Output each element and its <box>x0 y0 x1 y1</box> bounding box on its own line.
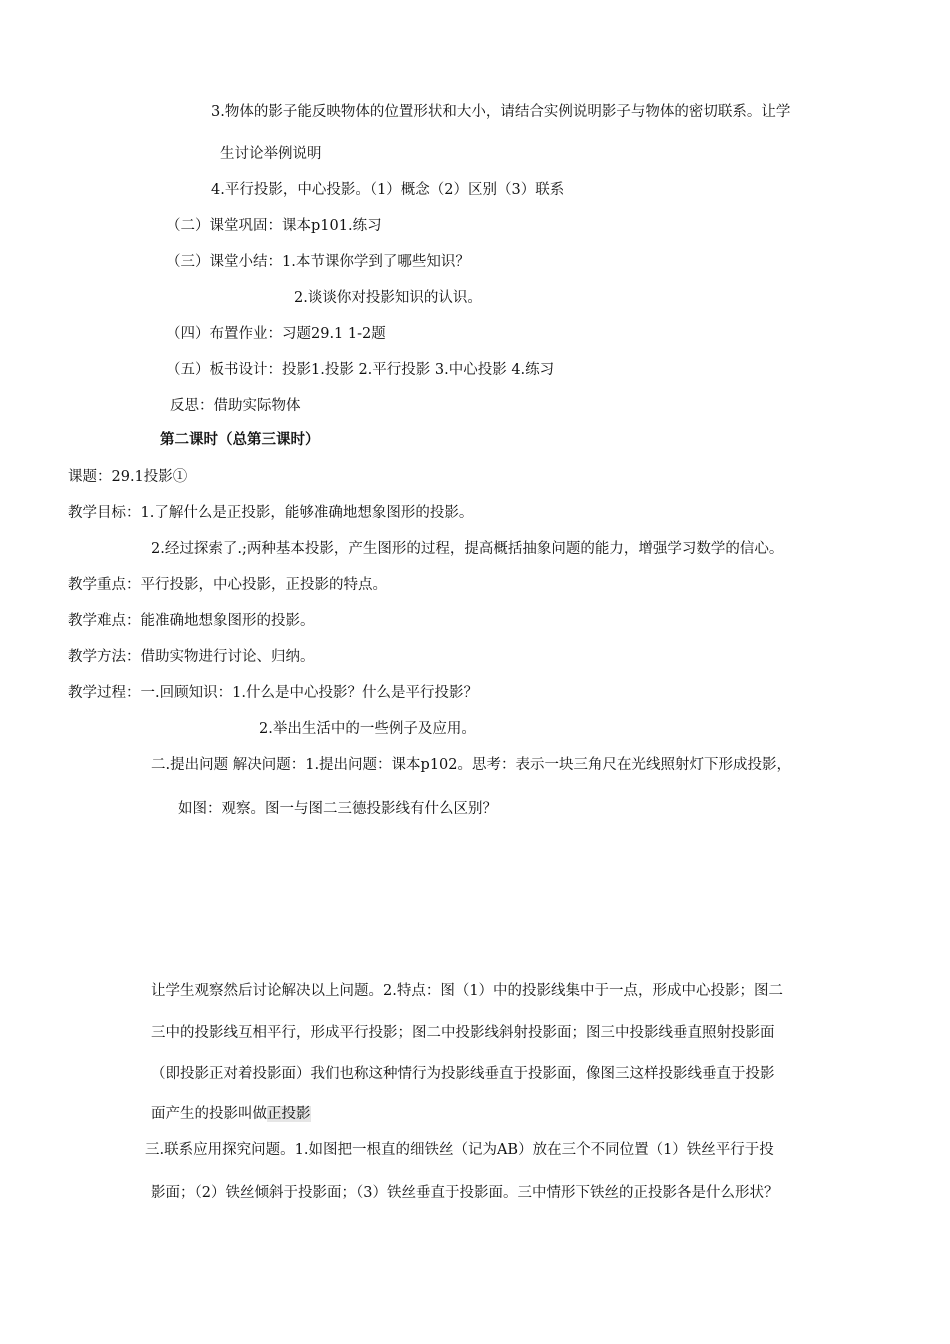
text-line: 教学目标：1.了解什么是正投影，能够准确地想象图形的投影。 <box>68 505 474 521</box>
text-line: （二）课堂巩固：课本p101.练习 <box>166 218 382 234</box>
text-line <box>151 1104 311 1124</box>
text-line: 教学难点：能准确地想象图形的投影。 <box>68 613 315 629</box>
text-segment: 面产生的投影叫做 <box>151 1106 267 1122</box>
text-line: 教学过程：一.回顾知识：1.什么是中心投影？什么是平行投影？ <box>68 685 478 701</box>
text-line: 4.平行投影，中心投影。（1）概念（2）区别（3）联系 <box>211 182 565 198</box>
text-line: 2.谈谈你对投影知识的认识。 <box>294 290 482 306</box>
text-line: 让学生观察然后讨论解决以上问题。2.特点：图（1）中的投影线集中于一点，形成中心投影；图二 <box>151 983 784 999</box>
text-line: （五）板书设计：投影1.投影 2.平行投影 3.中心投影 4.练习 <box>166 362 555 378</box>
text-line: 二.提出问题 解决问题：1.提出问题：课本p102。思考：表示一块三角尺在光线照射灯下形成投影， <box>151 757 792 773</box>
text-line: （四）布置作业：习题29.1 1-2题 <box>166 326 386 342</box>
text-line: 教学重点：平行投影，中心投影，正投影的特点。 <box>68 577 387 593</box>
text-line: 教学方法：借助实物进行讨论、归纳。 <box>68 649 315 665</box>
text-line: 课题：29.1投影① <box>68 469 188 485</box>
text-line: 3.物体的影子能反映物体的位置形状和大小，请结合实例说明影子与物体的密切联系。让学 <box>211 104 791 120</box>
text-line: 三.联系应用探究问题。1.如图把一根直的细铁丝（记为AB）放在三个不同位置（1）铁丝平行于投 <box>145 1142 774 1158</box>
text-line: 三中的投影线互相平行，形成平行投影；图二中投影线斜射投影面；图三中投影线垂直照射投影面 <box>151 1025 775 1041</box>
section-heading: 第二课时（总第三课时） <box>160 432 320 448</box>
text-line: 影面；（2）铁丝倾斜于投影面；（3）铁丝垂直于投影面。三中情形下铁丝的正投影各是什么形状？ <box>151 1185 779 1201</box>
text-line: 2.举出生活中的一些例子及应用。 <box>259 721 476 737</box>
text-line: 如图：观察。图一与图二三德投影线有什么区别？ <box>178 801 497 817</box>
text-line: 生讨论举例说明 <box>220 146 322 162</box>
text-line: 反思：借助实际物体 <box>170 398 301 414</box>
highlighted-term: 正投影 <box>267 1106 311 1122</box>
text-line: 2.经过探索了.;两种基本投影，产生图形的过程，提高概括抽象问题的能力，增强学习数学的信心。 <box>151 541 784 557</box>
text-line: （三）课堂小结：1.本节课你学到了哪些知识？ <box>166 254 470 270</box>
text-line: （即投影正对着投影面）我们也称这种情行为投影线垂直于投影面，像图三这样投影线垂直于投影 <box>151 1066 775 1082</box>
